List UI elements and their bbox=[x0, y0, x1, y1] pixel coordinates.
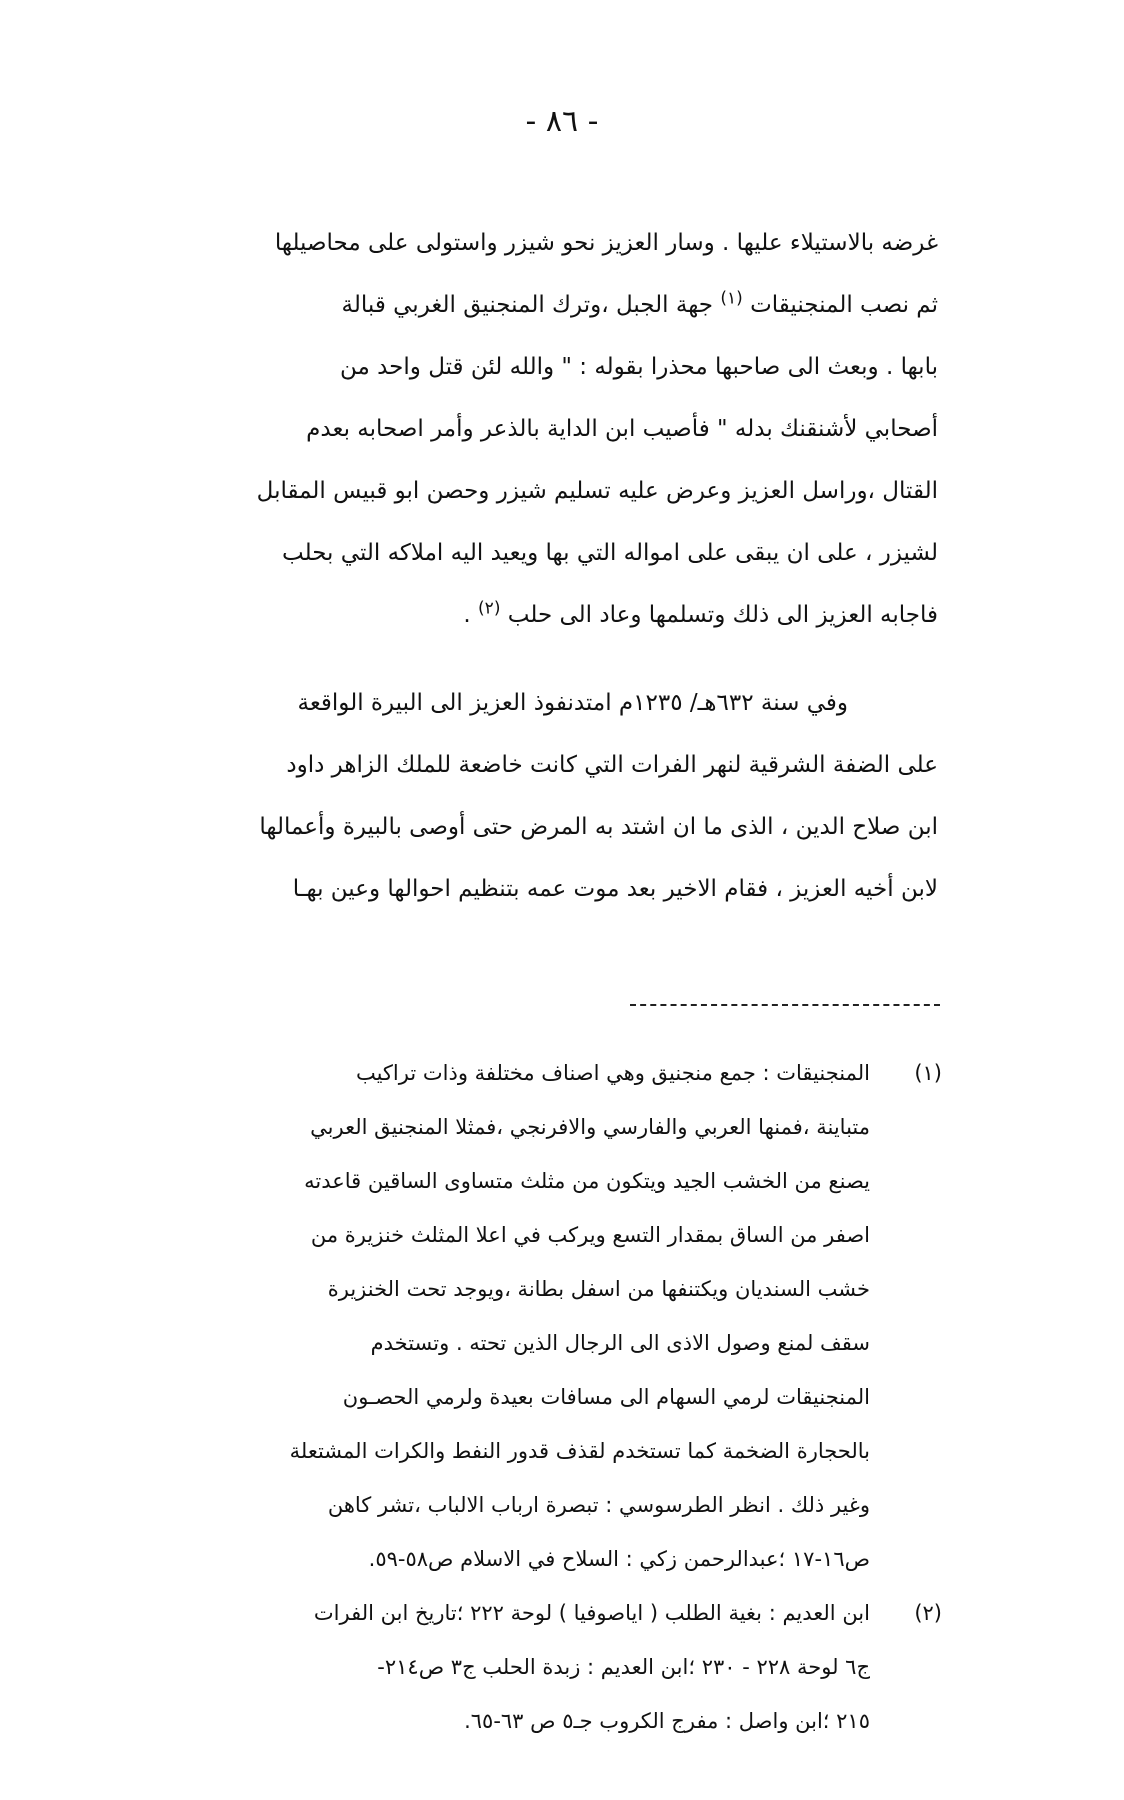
text-line: لابن أخيه العزيز ، فقام الاخير بعد موت عمه بتنظيم احوالها وعين بهـا bbox=[292, 876, 938, 902]
footnote-line: بالحجارة الضخمة كما تستخدم لقذف قدور النفط والكرات المشتعلة bbox=[289, 1439, 870, 1463]
text-segment: ثم نصب المنجنيقات bbox=[750, 292, 938, 318]
text-line: على الضفة الشرقية لنهر الفرات التي كانت خاضعة للملك الزاهر داود bbox=[286, 752, 938, 778]
footnote-body bbox=[110, 1586, 870, 1748]
text-line: غرضه بالاستيلاء عليها . وسار العزيز نحو شيزر واستولى على محاصيلها bbox=[274, 230, 938, 256]
footnote-line: يصنع من الخشب الجيد ويتكون من مثلث متساوى الساقين قاعدته bbox=[304, 1169, 870, 1193]
footnote-line: ٢١٥ ؛ابن واصل : مفرج الكروب جـ٥ ص ٦٣-٦٥. bbox=[464, 1709, 870, 1733]
footnote-1 bbox=[110, 1046, 942, 1586]
main-text bbox=[118, 212, 938, 920]
footnotes bbox=[110, 1046, 942, 1748]
text-line: أصحابي لأشنقنك بدله " فأصيب ابن الداية بالذعر وأمر اصحابه بعدم bbox=[306, 416, 938, 442]
footnote-number: (١) bbox=[914, 1061, 942, 1085]
footnote-line: سقف لمنع وصول الاذى الى الرجال الذين تحته . وتستخدم bbox=[370, 1331, 870, 1355]
footnote-line: اصفر من الساق بمقدار التسع ويركب في اعلا المثلث خنزيرة من bbox=[310, 1223, 870, 1247]
footnote-ref-1: (١) bbox=[720, 288, 743, 309]
paragraph-gap bbox=[118, 646, 938, 672]
footnote-body bbox=[110, 1046, 870, 1586]
footnote-line: وغير ذلك . انظر الطرسوسي : تبصرة ارباب الالباب ،تشر كاهن bbox=[327, 1493, 870, 1517]
end-mark: . bbox=[463, 602, 471, 628]
text-line bbox=[118, 584, 938, 646]
footnote-line: ابن العديم : بغية الطلب ( اياصوفيا ) لوحة ٢٢٢ ؛تاريخ ابن الفرات bbox=[313, 1601, 870, 1625]
text-line: بابها . وبعث الى صاحبها محذرا بقوله : " والله لئن قتل واحد من bbox=[339, 354, 938, 380]
footnote-separator bbox=[630, 1004, 940, 1006]
footnote-line: المنجنيقات لرمي السهام الى مسافات بعيدة ولرمي الحصـون bbox=[342, 1385, 870, 1409]
footnote-line: المنجنيقات : جمع منجنيق وهي اصناف مختلفة وذات تراكيب bbox=[355, 1061, 870, 1085]
footnote-line: متباينة ،فمنها العربي والفارسي والافرنجي ،فمثلا المنجنيق العربي bbox=[310, 1115, 870, 1139]
footnote-2 bbox=[110, 1586, 942, 1748]
footnote-line: خشب السنديان ويكتنفها من اسفل بطانة ،ويوجد تحت الخنزيرة bbox=[327, 1277, 870, 1301]
text-line bbox=[118, 274, 938, 336]
text-segment: جهة الجبل ،وترك المنجنيق الغربي قبالة bbox=[341, 292, 714, 318]
text-line: وفي سنة ٦٣٢هـ/ ١٢٣٥م امتدنفوذ العزيز الى البيرة الواقعة bbox=[297, 690, 848, 716]
text-line: لشيزر ، على ان يبقى على امواله التي بها ويعيد اليه املاكه التي بحلب bbox=[282, 540, 938, 566]
footnote-line: ص١٦-١٧ ؛عبدالرحمن زكي : السلاح في الاسلام ص٥٨-٥٩. bbox=[368, 1547, 870, 1571]
text-line: القتال ،وراسل العزيز وعرض عليه تسليم شيزر وحصن ابو قبيس المقابل bbox=[256, 478, 938, 504]
page-number: - ٨٦ - bbox=[525, 104, 599, 139]
footnote-ref-2: (٢) bbox=[478, 598, 501, 619]
footnote-number: (٢) bbox=[914, 1601, 942, 1625]
text-segment: فاجابه العزيز الى ذلك وتسلمها وعاد الى حلب bbox=[507, 602, 938, 628]
text-line: ابن صلاح الدين ، الذى ما ان اشتد به المرض حتى أوصى بالبيرة وأعمالها bbox=[259, 814, 938, 840]
footnote-line: ج٦ لوحة ٢٢٨ - ٢٣٠ ؛ابن العديم : زبدة الحلب ج٣ ص٢١٤- bbox=[377, 1655, 870, 1679]
